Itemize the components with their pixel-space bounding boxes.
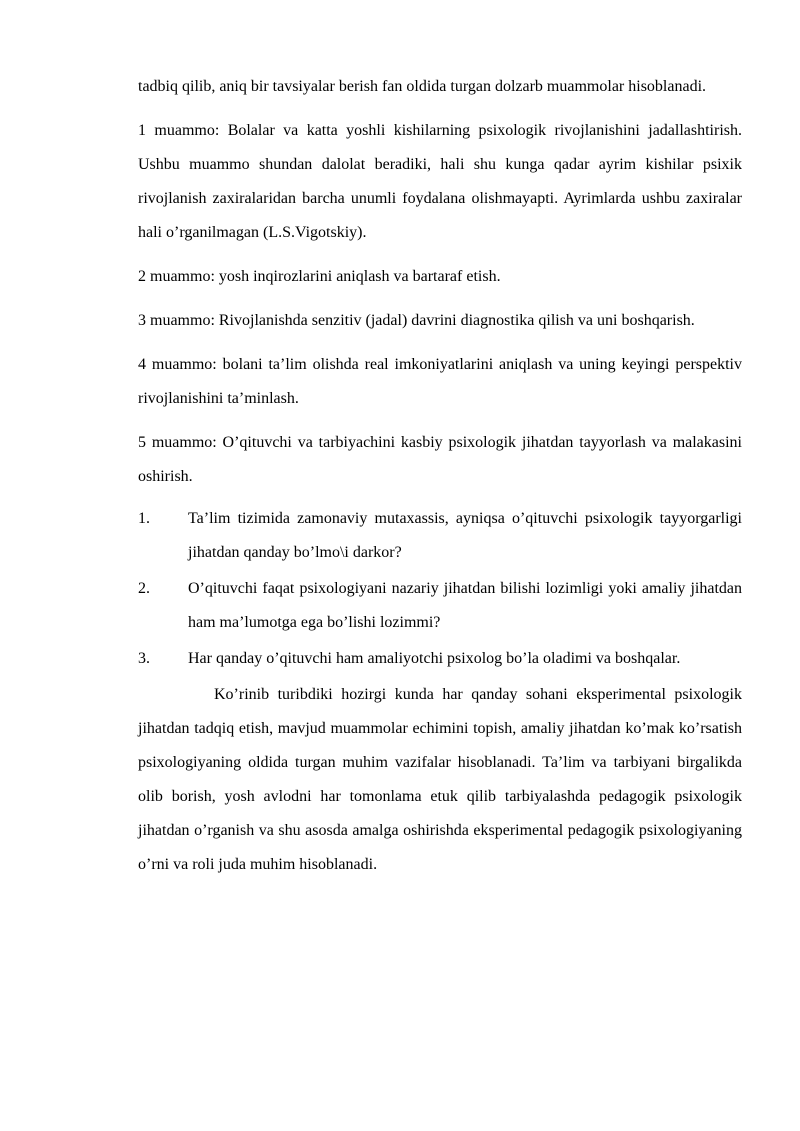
problem-2-paragraph: 2 muammo: yosh inqirozlarini aniqlash va bartaraf etish.	[138, 268, 501, 285]
list-item-number: 3.	[138, 650, 150, 667]
list-item-text: O’qituvchi faqat psixologiyani nazariy jihatdan bilishi lozimligi yoki amaliy jihatdan ham ma’lumotga ega bo’lishi lozimmi?	[188, 580, 742, 631]
list-item-number: 2.	[138, 580, 150, 597]
problem-3-paragraph: 3 muammo: Rivojlanishda senzitiv (jadal) davrini diagnostika qilish va uni boshqarish.	[138, 312, 695, 329]
problem-4-paragraph: 4 muammo: bolani ta’lim olishda real imkoniyatlarini aniqlash va uning keyingi perspektiv rivojlanishini ta’minlash.	[138, 356, 742, 407]
list-item	[138, 572, 742, 640]
list-item-text: Ta’lim tizimida zamonaviy mutaxassis, ayniqsa o’qituvchi psixologik tayyorgarligi jihatdan qanday bo’lmo\i darkor?	[188, 510, 742, 561]
list-item-number: 1.	[138, 510, 150, 527]
list-item	[138, 502, 742, 570]
list-item-text: Har qanday o’qituvchi ham amaliyotchi psixolog bo’la oladimi va boshqalar.	[188, 650, 681, 667]
closing-paragraph: Ko’rinib turibdiki hozirgi kunda har qanday sohani eksperimental psixologik jihatdan tadqiq etish, mavjud muammolar echimini topish, amaliy jihatdan ko’mak ko’rsatish psixologiyaning oldida turgan muhim vazifalar hisoblanadi. Ta’lim va tarbiyani birgalikda olib borish, yosh avlodni har tomonlama etuk qilib tarbiyalashda pedagogik psixologik jihatdan o’rganish va shu asosda amalga oshirishda eksperimental pedagogik psixologiyaning o’rni va roli juda muhim hisoblanadi.	[138, 686, 742, 873]
document-page	[138, 70, 742, 892]
problem-5-paragraph: 5 muammo: O’qituvchi va tarbiyachini kasbiy psixologik jihatdan tayyorlash va malakasini oshirish.	[138, 434, 742, 485]
questions-list	[138, 502, 742, 676]
problem-1-paragraph: 1 muammo: Bolalar va katta yoshli kishilarning psixologik rivojlanishini jadallashtirish. Ushbu muammo shundan dalolat beradiki, hali shu kunga qadar ayrim kishilar psixik rivojlanish zaxiralaridan barcha unumli foydalana olishmayapti. Ayrimlarda ushbu zaxiralar hali o’rganilmagan (L.S.Vigotskiy).	[138, 122, 742, 241]
list-item	[138, 642, 742, 676]
intro-paragraph: tadbiq qilib, aniq bir tavsiyalar berish fan oldida turgan dolzarb muammolar hisoblanadi.	[138, 78, 707, 95]
